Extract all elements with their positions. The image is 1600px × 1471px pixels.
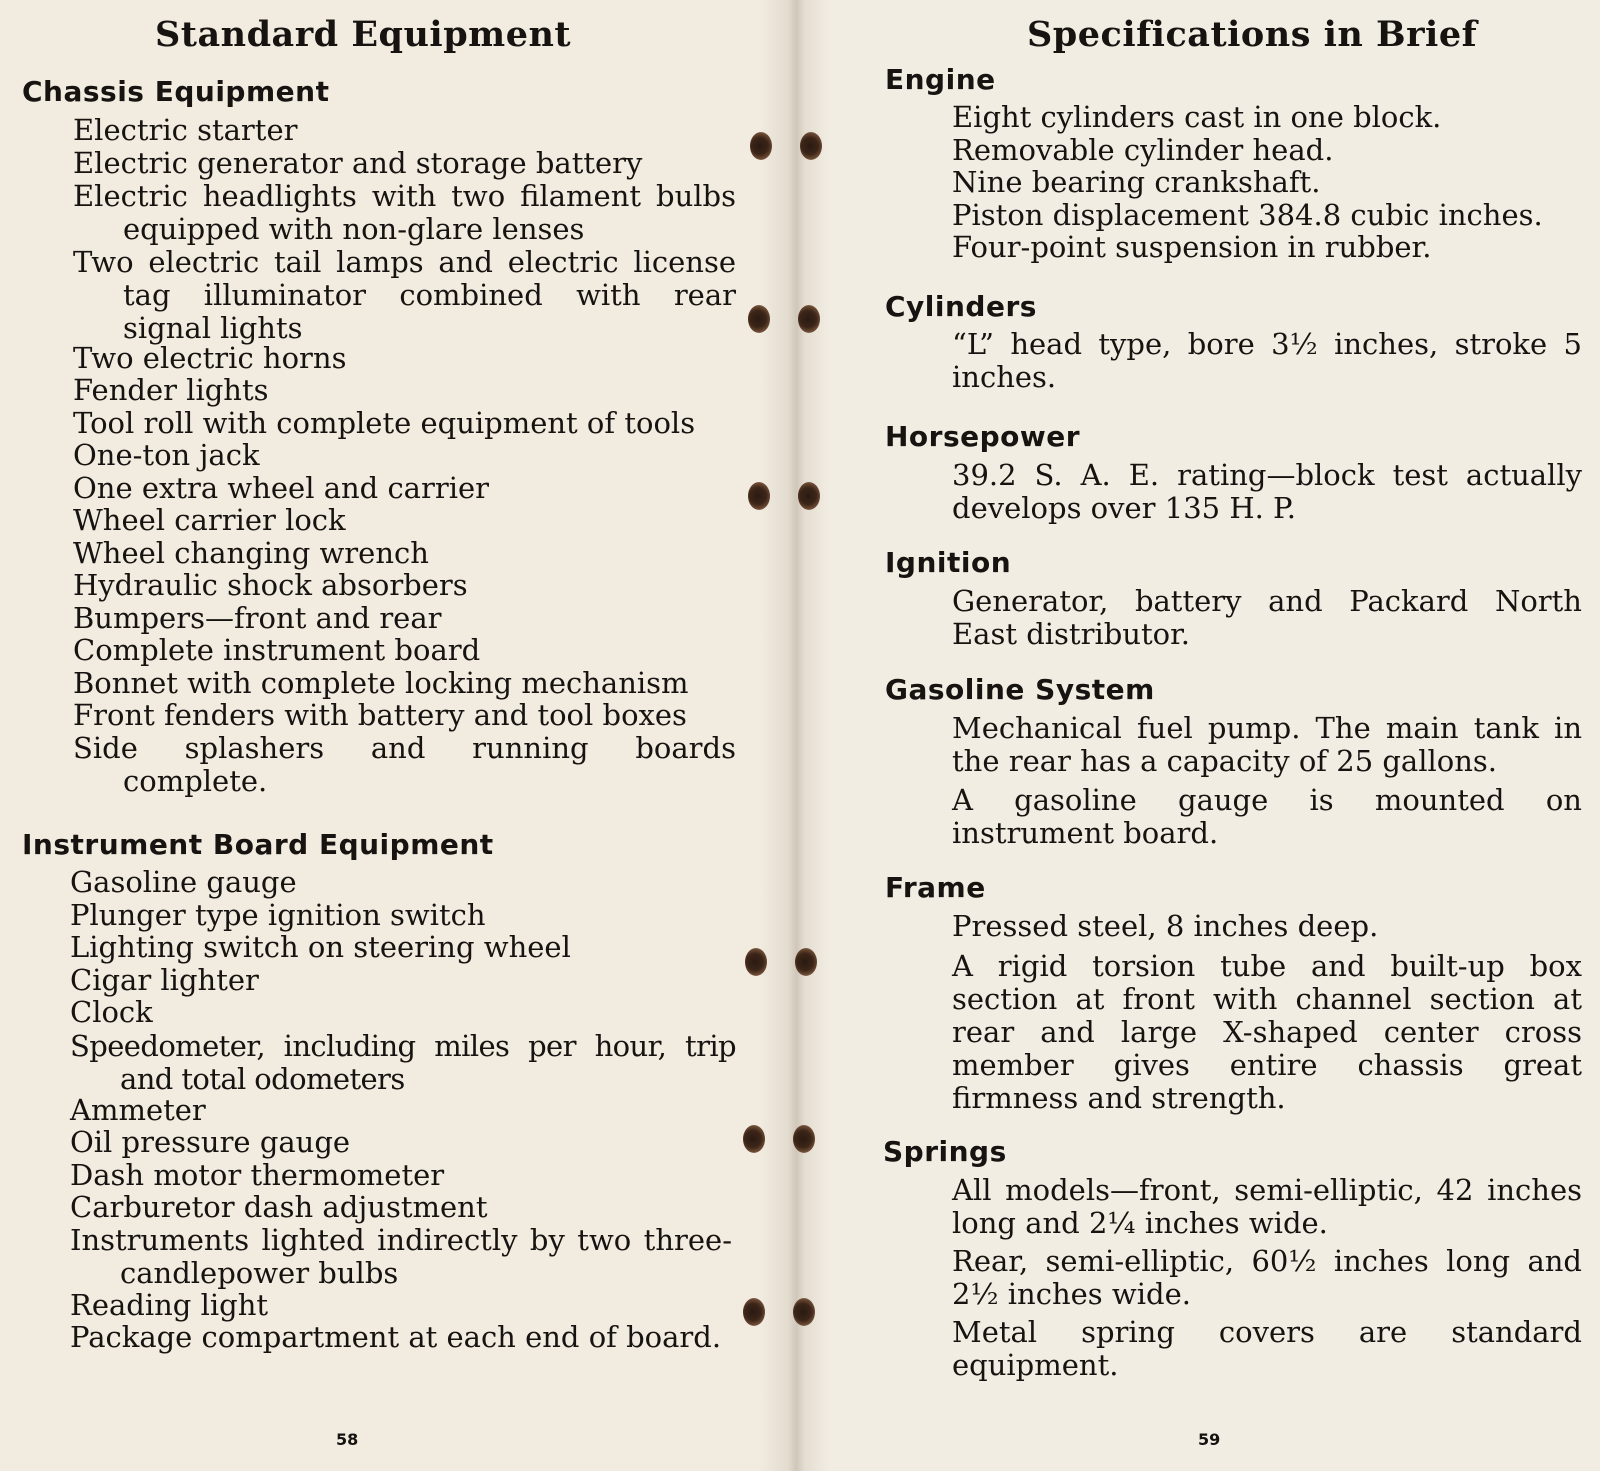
section-heading: Ignition (885, 546, 1012, 579)
binding-hole (798, 482, 820, 510)
list-item: Instruments lighted indirectly by two three-candlepower bulbs (70, 1223, 732, 1290)
spec-paragraph: Mechanical fuel pump. The main tank in the rear has a capacity of 25 gallons. (952, 711, 1582, 778)
spec-paragraph: A rigid torsion tube and built-up box section at front with channel section at rear and large X-shaped center cross member gives entire chassis great firmness and strength. (952, 949, 1582, 1115)
list-item: Front fenders with battery and tool boxes (73, 698, 687, 732)
page-number: 58 (336, 1430, 359, 1449)
book-gutter (760, 0, 830, 1471)
list-item: Two electric tail lamps and electric license tag illuminator combined with rear signal lights (73, 245, 736, 345)
binding-hole (798, 305, 820, 333)
list-item: Plunger type ignition switch (70, 898, 486, 932)
list-item: Side splashers and running boards complete. (73, 731, 736, 798)
list-item: One extra wheel and carrier (73, 471, 489, 505)
list-item: Lighting switch on steering wheel (70, 930, 571, 964)
page-number: 59 (1198, 1430, 1221, 1449)
spec-paragraph: All models—front, semi-elliptic, 42 inches long and 2¼ inches wide. (952, 1173, 1582, 1240)
binding-hole (795, 948, 817, 976)
list-item: Bonnet with complete locking mechanism (73, 666, 689, 700)
spec-paragraph: Generator, battery and Packard North East distributor. (952, 584, 1582, 651)
spec-paragraph: Pressed steel, 8 inches deep. (952, 909, 1379, 943)
list-item: Electric starter (73, 113, 298, 147)
list-item: One-ton jack (73, 438, 260, 472)
page-title: Specifications in Brief (1027, 14, 1478, 55)
binding-hole (748, 482, 770, 510)
section-heading: Instrument Board Equipment (22, 828, 494, 861)
spec-line: Removable cylinder head. (952, 133, 1334, 167)
list-item: Reading light (70, 1288, 269, 1322)
binding-hole (745, 948, 767, 976)
list-item: Two electric horns (73, 341, 347, 375)
spec-paragraph: A gasoline gauge is mounted on instrument board. (952, 783, 1582, 850)
binding-hole (750, 132, 772, 160)
spec-line: Nine bearing crankshaft. (952, 165, 1321, 199)
list-item: Dash motor thermometer (70, 1158, 445, 1192)
section-heading: Engine (885, 63, 996, 96)
section-heading: Horsepower (885, 420, 1081, 453)
spec-paragraph: Rear, semi-elliptic, 60½ inches long and 2½ inches wide. (952, 1244, 1582, 1311)
page-title: Standard Equipment (155, 14, 572, 55)
binding-hole (748, 305, 770, 333)
binding-hole (793, 1298, 815, 1326)
section-heading: Springs (883, 1135, 1007, 1168)
list-item: Bumpers—front and rear (73, 601, 442, 635)
list-item: Complete instrument board (73, 633, 481, 667)
section-heading: Gasoline System (885, 673, 1155, 706)
spec-line: Four-point suspension in rubber. (952, 230, 1432, 264)
section-heading: Frame (885, 871, 986, 904)
list-item: Tool roll with complete equipment of tools (73, 406, 696, 440)
section-heading: Chassis Equipment (22, 75, 330, 108)
list-item: Electric generator and storage battery (73, 146, 643, 180)
list-item: Oil pressure gauge (70, 1125, 351, 1159)
spec-line: Piston displacement 384.8 cubic inches. (952, 198, 1543, 232)
section-heading: Cylinders (885, 290, 1037, 323)
binding-hole (743, 1298, 765, 1326)
spec-paragraph: Metal spring covers are standard equipment. (952, 1315, 1582, 1382)
list-item: Ammeter (70, 1093, 206, 1127)
spec-line: Eight cylinders cast in one block. (952, 100, 1442, 134)
list-item: Hydraulic shock absorbers (73, 568, 468, 602)
list-item: Wheel changing wrench (73, 536, 429, 570)
list-item: Fender lights (73, 373, 269, 407)
list-item: Carburetor dash adjustment (70, 1190, 488, 1224)
list-item: Package compartment at each end of board. (70, 1320, 722, 1354)
list-item: Cigar lighter (70, 963, 259, 997)
list-item: Speedometer, including miles per hour, trip and total odometers (70, 1029, 736, 1096)
binding-hole (793, 1125, 815, 1153)
list-item: Gasoline gauge (70, 865, 297, 899)
binding-hole (743, 1125, 765, 1153)
list-item: Electric headlights with two filament bulbs equipped with non-glare lenses (73, 179, 736, 246)
spec-paragraph: “L” head type, bore 3½ inches, stroke 5 inches. (952, 327, 1582, 394)
list-item: Clock (70, 995, 153, 1029)
spec-paragraph: 39.2 S. A. E. rating—block test actually develops over 135 H. P. (952, 458, 1582, 525)
list-item: Wheel carrier lock (73, 503, 346, 537)
binding-hole (800, 132, 822, 160)
